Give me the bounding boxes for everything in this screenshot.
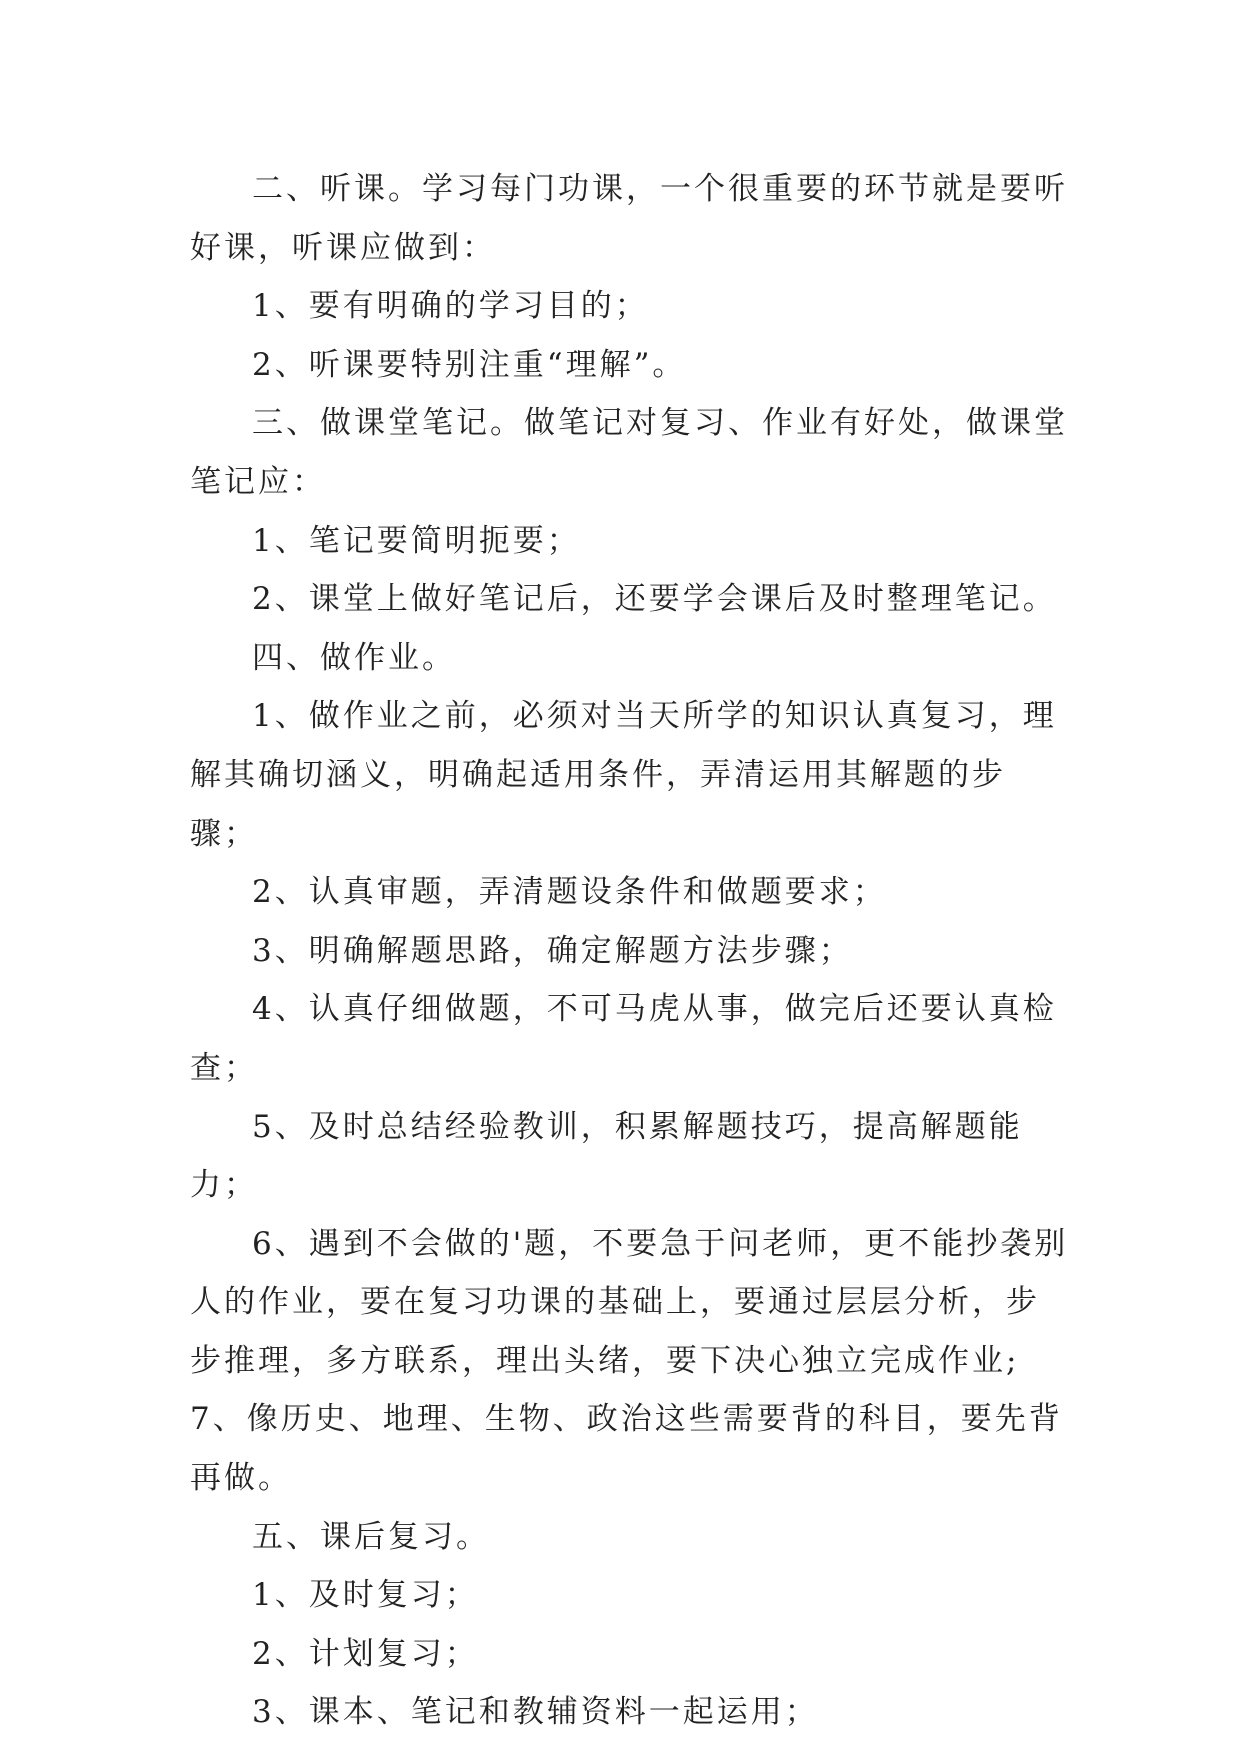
paragraph-review-item-3: 3、课本、笔记和教辅资料一起运用； bbox=[252, 1694, 819, 1731]
paragraph-homework-item-6: 6、遇到不会做的'题，不要急于问老师，更不能抄袭别人的作业，要在复习功课的基础上，要通过层层分析，步步推理，多方联系，理出头绪，要下决心独立完成作业;7、像历史、地理、生物、政治这些需要背的科目，要先背再做。 bbox=[190, 1225, 1069, 1497]
paragraph-listen-item-1: 1、要有明确的学习目的； bbox=[252, 288, 649, 325]
paragraph-homework-item-5: 5、及时总结经验教训，积累解题技巧，提高解题能力； bbox=[190, 1108, 1023, 1204]
paragraph-homework-item-4: 4、认真仔细做题，不可马虎从事，做完后还要认真检查； bbox=[190, 991, 1057, 1086]
paragraph-notes-item-2: 2、课堂上做好笔记后，还要学会课后及时整理笔记。 bbox=[252, 581, 1057, 618]
paragraph-review-item-2: 2、计划复习； bbox=[252, 1635, 479, 1672]
paragraph-notes-heading: 三、做课堂笔记。做笔记对复习、作业有好处，做课堂笔记应： bbox=[190, 405, 1068, 500]
paragraph-homework-item-3: 3、明确解题思路，确定解题方法步骤； bbox=[252, 932, 853, 969]
paragraph-listen-item-2: 2、听课要特别注重“理解”。 bbox=[252, 346, 687, 383]
paragraph-review-item-1: 1、及时复习； bbox=[252, 1577, 479, 1614]
paragraph-notes-item-1: 1、笔记要简明扼要； bbox=[252, 522, 581, 559]
paragraph-review-heading: 五、课后复习。 bbox=[252, 1518, 490, 1555]
paragraph-homework-item-1: 1、做作业之前，必须对当天所学的知识认真复习，理解其确切涵义，明确起适用条件，弄清运用其解题的步骤； bbox=[190, 698, 1057, 852]
document-body bbox=[190, 160, 1070, 1742]
paragraph-homework-heading: 四、做作业。 bbox=[252, 639, 456, 676]
paragraph-homework-item-2: 2、认真审题，弄清题设条件和做题要求； bbox=[252, 874, 887, 911]
paragraph-listen-heading: 二、听课。学习每门功课，一个很重要的环节就是要听好课，听课应做到： bbox=[190, 171, 1068, 266]
